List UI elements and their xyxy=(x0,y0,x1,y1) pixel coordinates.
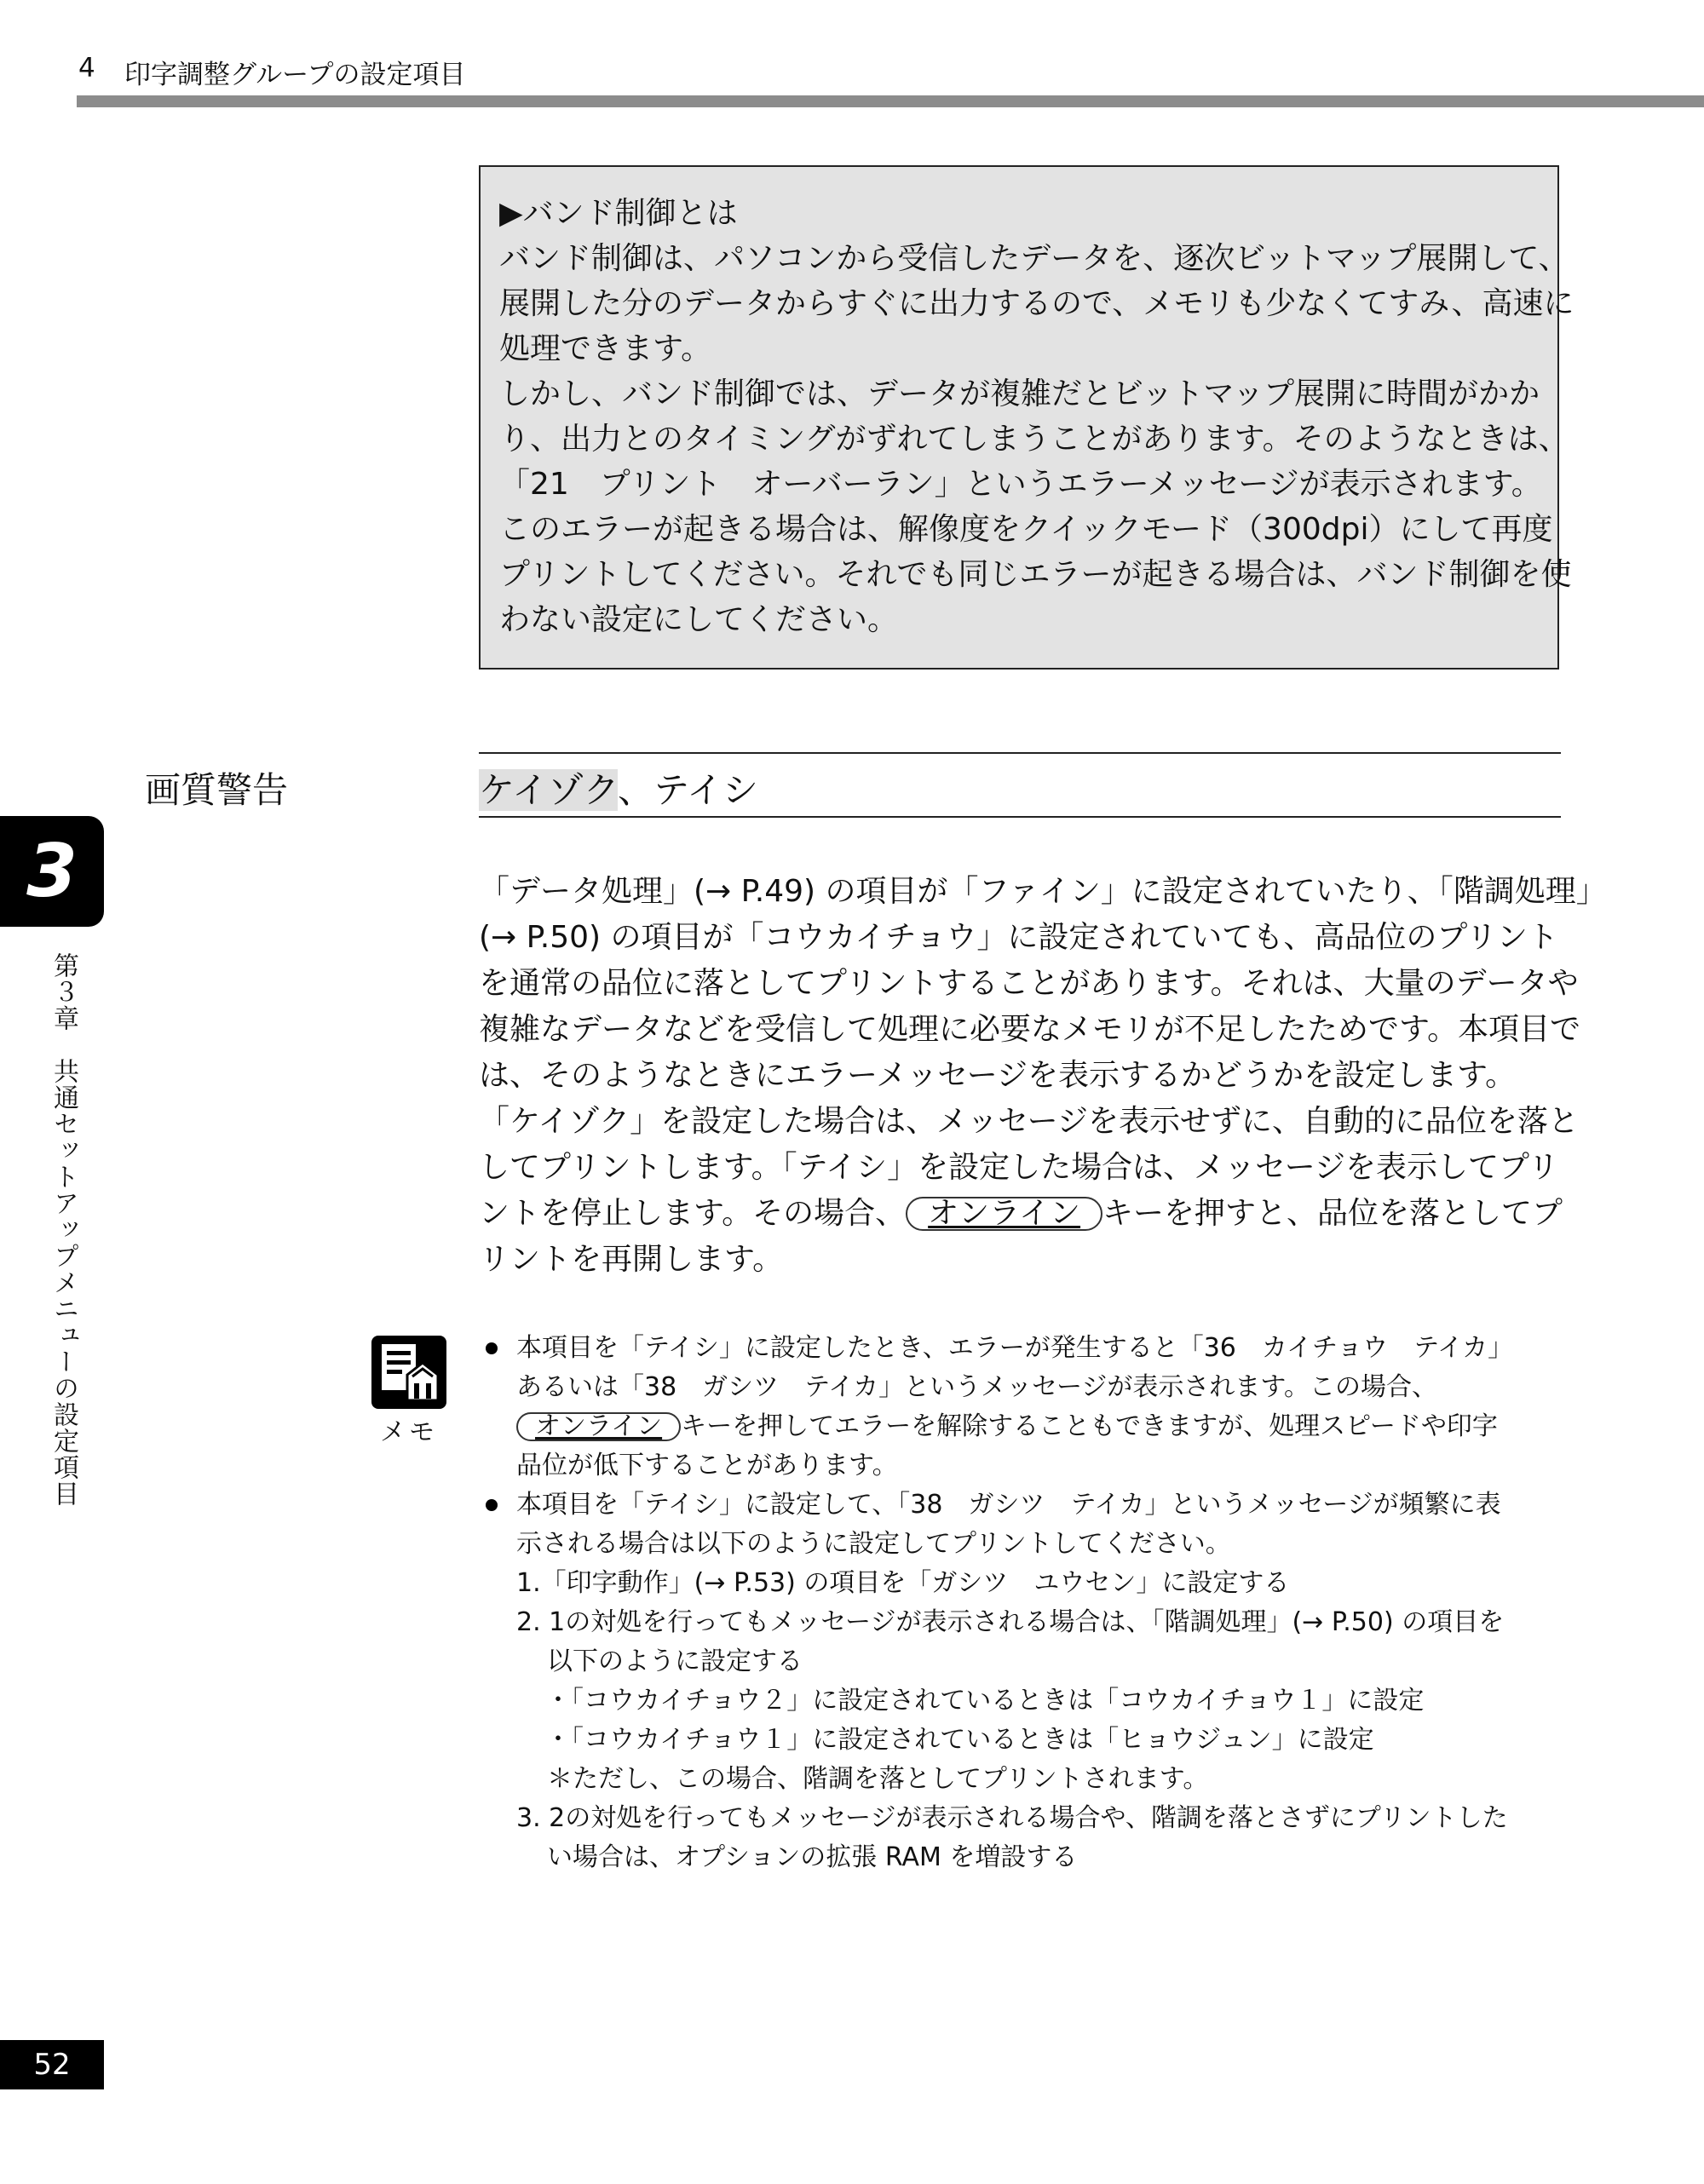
body-line: 「ケイゾク」を設定した場合は、メッセージを表示せずに、自動的に品位を落と xyxy=(479,1104,1579,1139)
memo-text: キーを押してエラーを解除することもできますが、処理スピードや印字 xyxy=(681,1411,1498,1441)
online-key-label: オンライン xyxy=(906,1197,1102,1231)
section-number: 4 xyxy=(78,53,95,83)
body-line: 「データ処理」(→ P.49) の項目が「ファイン」に設定されていたり、「階調処理」 xyxy=(479,874,1607,909)
chapter-number: 3 xyxy=(26,829,78,914)
chapter-title-vertical: 第３章 共通セットアップメニューの設定項目 xyxy=(49,952,78,1507)
band-control-note xyxy=(479,165,1574,670)
note-line: このエラーが起きる場合は、解像度をクイックモード（300dpi）にして再度 xyxy=(499,512,1553,547)
body-line: (→ P.50) の項目が「コウカイチョウ」に設定されていても、高品位のプリント xyxy=(479,920,1558,955)
note-line: しかし、バンド制御では、データが複雑だとビットマップ展開に時間がかか xyxy=(499,376,1540,411)
memo-text: 本項目を「テイシ」に設定して、「38 ガシツ テイカ」というメッセージが頻繁に表 xyxy=(516,1490,1501,1520)
section-title: 印字調整グループの設定項目 xyxy=(124,60,466,90)
memo-step-2-detail: ・「コウカイチョウ１」に設定されているときは「ヒョウジュン」に設定 xyxy=(545,1725,1374,1755)
memo-step-2: 2. 1の対処を行ってもメッセージが表示される場合は、「階調処理」(→ P.50) の項目を xyxy=(516,1607,1505,1637)
memo-step-1: 1.「印字動作」(→ P.53) の項目を「ガシツ ユウセン」に設定する xyxy=(516,1568,1290,1598)
setting-other-values: 、テイシ xyxy=(617,769,759,811)
note-line: 展開した分のデータからすぐに出力するので、メモリも少なくてすみ、高速に xyxy=(499,286,1574,321)
note-line: バンド制御は、パソコンから受信したデータを、逐次ビットマップ展開して、 xyxy=(499,241,1569,276)
setting-default-value: ケイゾク xyxy=(479,769,618,811)
body-line: リントを再開します。 xyxy=(479,1242,784,1277)
note-line: プリントしてください。それでも同じエラーが起きる場合は、バンド制御を使 xyxy=(499,557,1572,592)
memo-bullet-2 xyxy=(479,1486,1569,1525)
setting-top-rule xyxy=(479,752,1561,754)
page-number: 52 xyxy=(33,2048,71,2082)
body-line: してプリントします。「テイシ」を設定した場合は、メッセージを表示してプリ xyxy=(479,1150,1559,1185)
memo-notes xyxy=(479,1329,1569,1877)
memo-text-line: 以下のように設定する xyxy=(547,1647,803,1676)
memo-text-line xyxy=(479,1407,1569,1446)
note-line: わない設定にしてください。 xyxy=(499,602,899,637)
header-divider xyxy=(77,95,1704,107)
note-line: り、出力とのタイミングがずれてしまうことがあります。そのようなときは、 xyxy=(499,422,1569,457)
setting-name: 画質警告 xyxy=(145,769,289,811)
setting-bottom-rule xyxy=(479,816,1561,818)
note-line: 処理できます。 xyxy=(499,331,712,366)
memo-text-line: 示される場合は以下のように設定してプリントしてください。 xyxy=(516,1529,1231,1559)
memo-text: 本項目を「テイシ」に設定したとき、エラーが発生すると「36 カイチョウ テイカ」 xyxy=(516,1333,1514,1363)
memo-label: メモ xyxy=(380,1417,438,1447)
memo-bullet-1 xyxy=(479,1329,1569,1368)
note-heading: ▶バンド制御とは xyxy=(499,196,738,231)
body-line-part: ントを停止します。その場合、 xyxy=(479,1196,907,1231)
memo-step-3: 3. 2の対処を行ってもメッセージが表示される場合や、階調を落とさずにプリントした xyxy=(516,1803,1508,1833)
body-line: 複雑なデータなどを受信して処理に必要なメモリが不足したためです。本項目で xyxy=(479,1012,1581,1047)
memo-text-line: 品位が低下することがあります。 xyxy=(516,1451,898,1480)
body-line-part: キーを押すと、品位を落としてプ xyxy=(1102,1196,1563,1231)
body-line: を通常の品位に落としてプリントすることがあります。それは、大量のデータや xyxy=(479,966,1579,1001)
online-key-label: オンライン xyxy=(516,1412,681,1441)
memo-step-2-detail: ・「コウカイチョウ２」に設定されているときは「コウカイチョウ１」に設定 xyxy=(545,1686,1425,1716)
memo-text-line: い場合は、オプションの拡張 RAM を増設する xyxy=(547,1842,1078,1872)
body-line xyxy=(479,1191,1569,1237)
memo-text-line: あるいは「38 ガシツ テイカ」というメッセージが表示されます。この場合、 xyxy=(516,1372,1437,1402)
setting-description xyxy=(479,869,1607,1283)
note-line: 「21 プリント オーバーラン」というエラーメッセージが表示されます。 xyxy=(499,467,1542,502)
bullet-icon xyxy=(486,1342,498,1354)
memo-icon xyxy=(370,1334,448,1411)
bullet-icon xyxy=(486,1499,498,1511)
setting-values xyxy=(479,762,758,813)
memo-step-2-note: ＊ただし、この場合、階調を落としてプリントされます。 xyxy=(547,1764,1209,1794)
body-line: は、そのようなときにエラーメッセージを表示するかどうかを設定します。 xyxy=(479,1058,1517,1093)
